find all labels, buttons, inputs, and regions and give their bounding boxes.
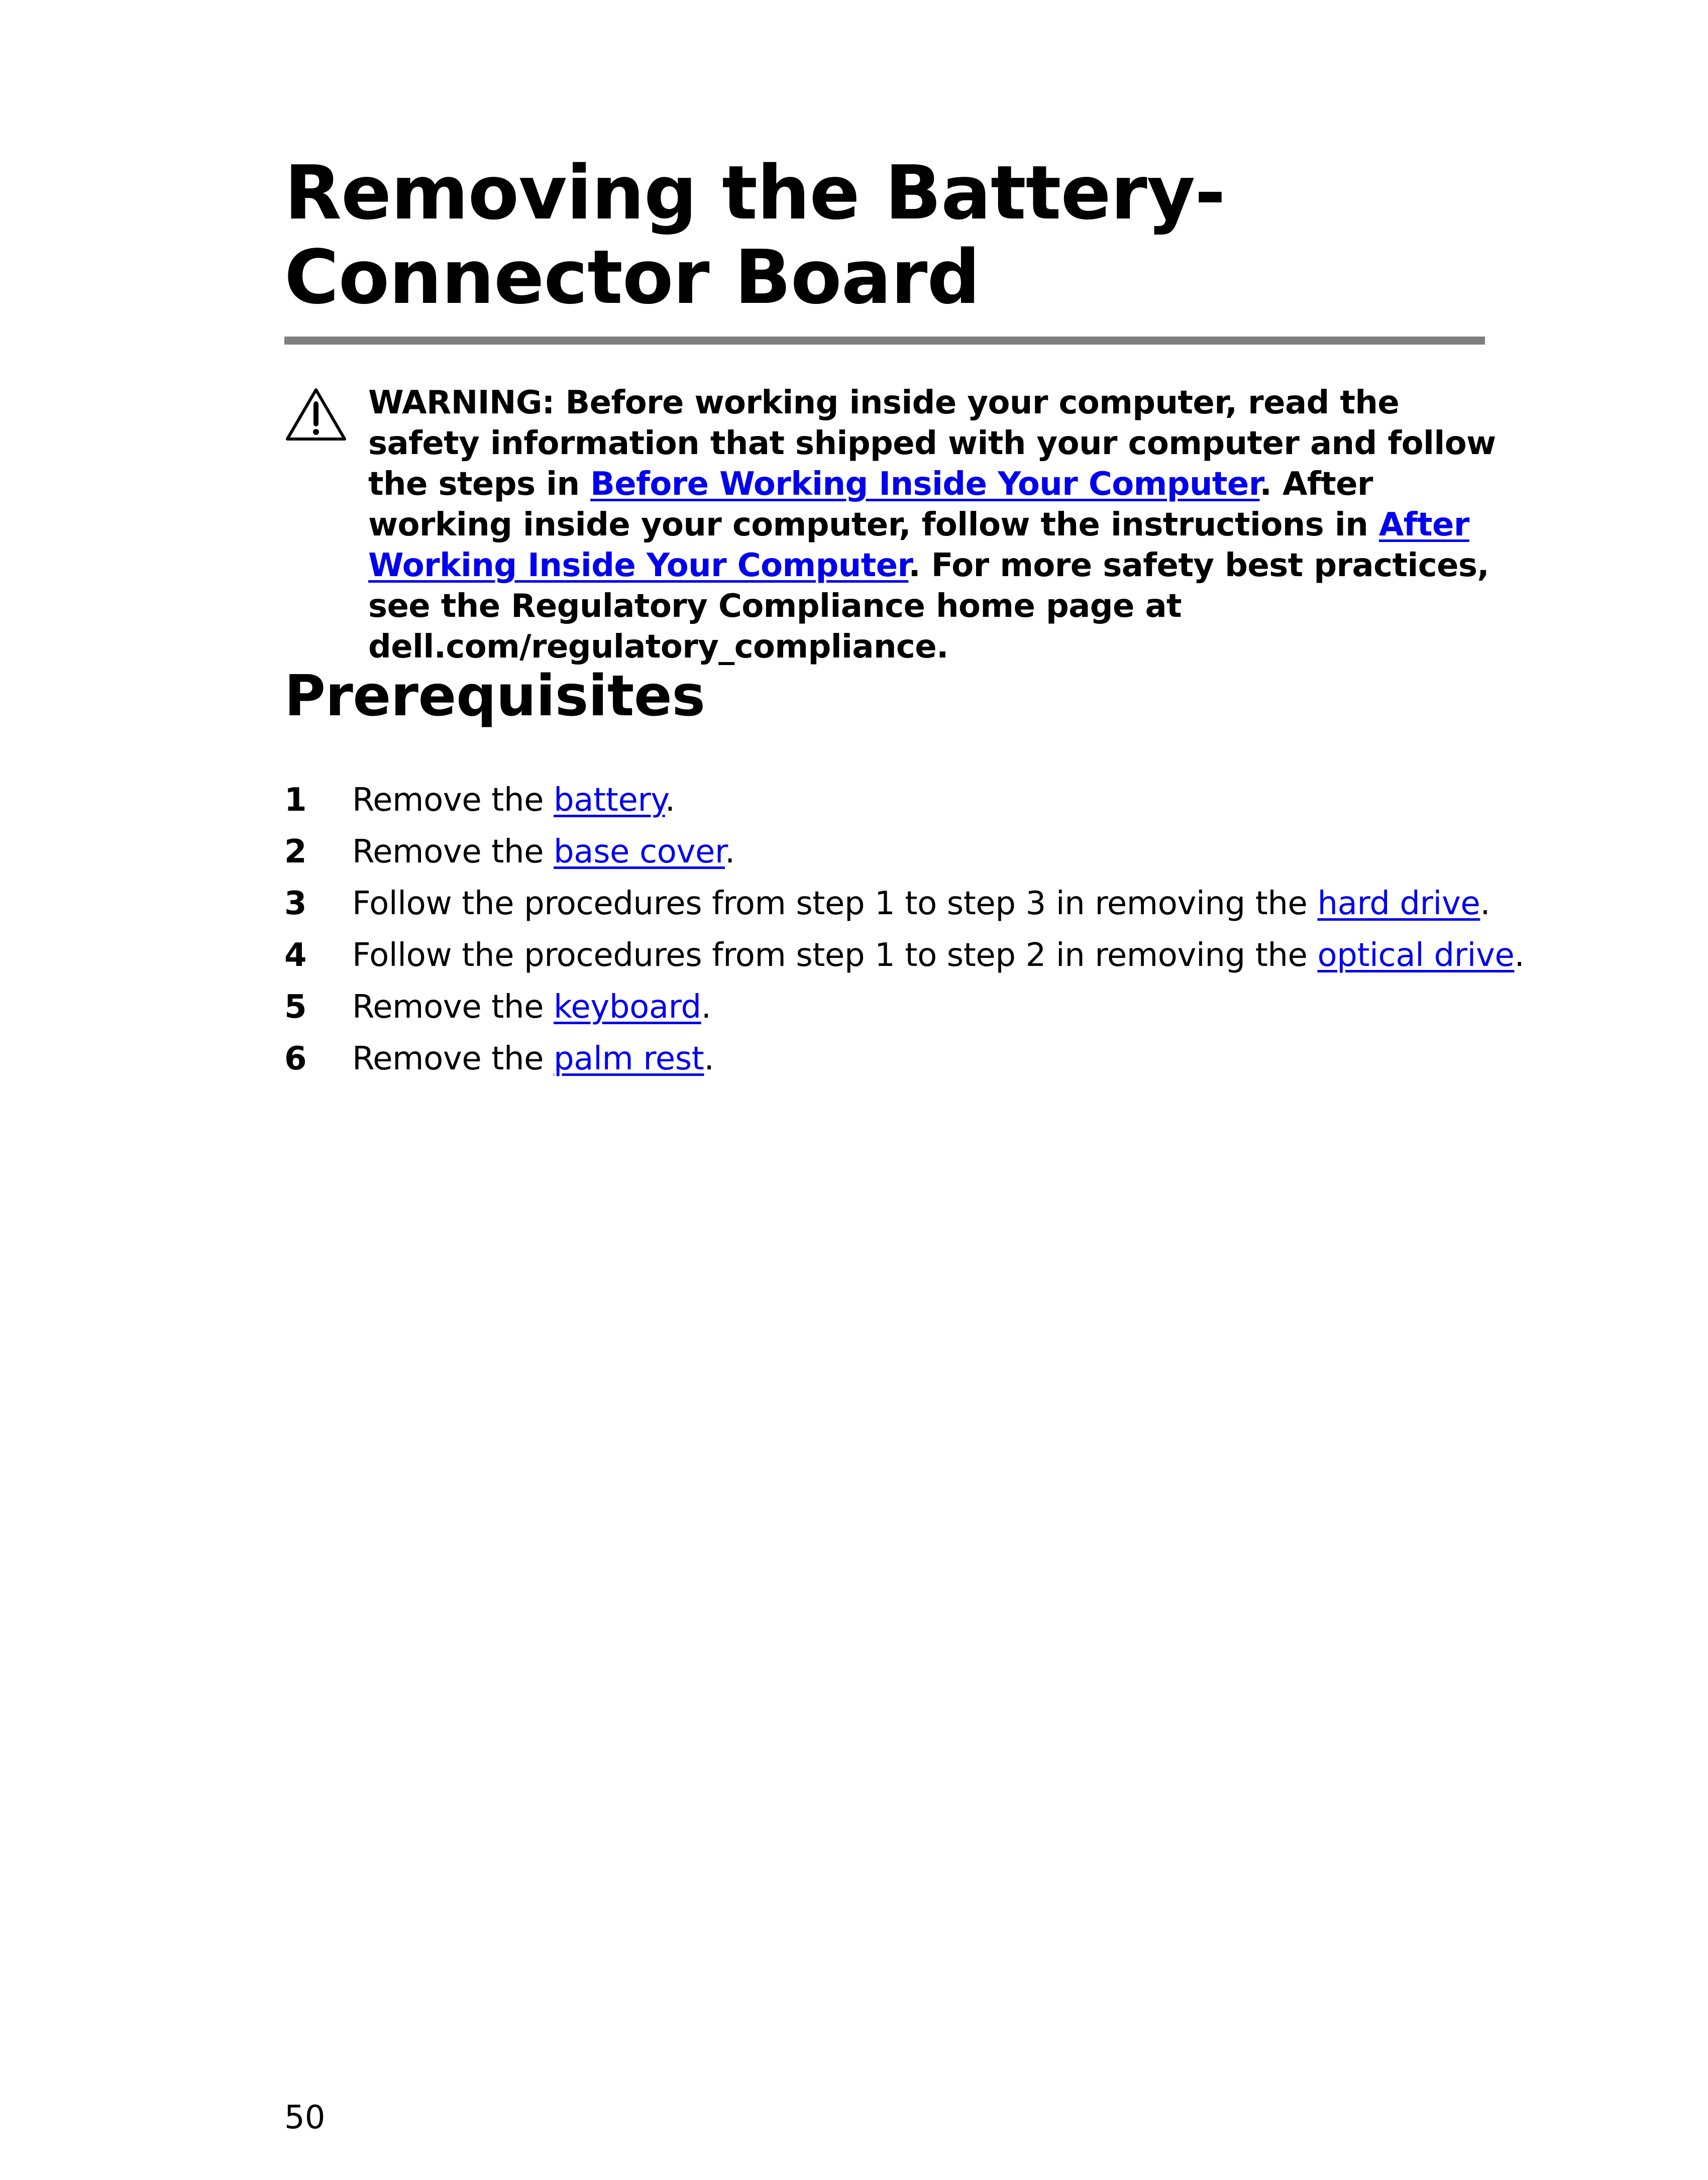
warning-notice — [368, 383, 1504, 668]
title-divider — [284, 337, 1485, 345]
step-number: 3 — [284, 885, 307, 922]
list-item — [284, 1033, 1500, 1085]
step-instruction: Remove the — [352, 833, 554, 870]
list-item — [284, 775, 1500, 826]
list-item — [284, 982, 1500, 1033]
step-suffix: . — [701, 989, 711, 1026]
base-cover-link[interactable]: base cover — [554, 833, 725, 870]
step-suffix: . — [704, 1040, 714, 1077]
step-number: 6 — [284, 1040, 307, 1077]
step-number: 1 — [284, 782, 307, 819]
battery-link[interactable]: battery — [554, 782, 665, 819]
step-suffix: . — [725, 833, 735, 870]
palm-rest-link[interactable]: palm rest — [554, 1040, 704, 1077]
list-item — [284, 930, 1525, 982]
before-working-inside-link[interactable]: Before Working Inside Your Computer — [590, 466, 1260, 503]
step-instruction: Remove the — [352, 989, 554, 1026]
prerequisites-list — [284, 775, 1525, 1085]
page-number: 50 — [284, 2099, 326, 2136]
step-instruction: Follow the procedures from step 1 to step 2 in removing the — [352, 937, 1318, 974]
keyboard-link[interactable]: keyboard — [554, 989, 701, 1026]
step-instruction: Follow the procedures from step 1 to step 3 in removing the — [352, 885, 1318, 922]
list-item — [284, 878, 1500, 930]
step-suffix: . — [665, 782, 675, 819]
step-number: 2 — [284, 833, 307, 870]
warning-text-part-3: . For more safety best practices, see the Regulatory Compliance home page at dell.com/regulatory_compliance. — [368, 547, 1489, 666]
warning-text-part-2: . After working inside your computer, follow the instructions in — [368, 466, 1379, 543]
step-instruction: Remove the — [352, 1040, 554, 1077]
step-text — [352, 982, 711, 1033]
step-text — [352, 1033, 714, 1085]
list-item — [284, 826, 1500, 878]
hard-drive-link[interactable]: hard drive — [1317, 885, 1480, 922]
step-text — [352, 930, 1524, 982]
step-text — [352, 826, 735, 878]
step-number: 5 — [284, 989, 307, 1026]
after-working-inside-link[interactable]: After Working Inside Your Computer — [368, 506, 1469, 584]
step-suffix: . — [1514, 937, 1525, 974]
optical-drive-link[interactable]: optical drive — [1317, 937, 1515, 974]
warning-text-part-1: Before working inside your computer, read the safety information that shipped with your computer and follow the steps in — [368, 384, 1496, 503]
prerequisites-heading: Prerequisites — [284, 664, 705, 729]
page-title: Removing the Battery-Connector Board — [284, 150, 1225, 320]
step-instruction: Remove the — [352, 782, 554, 819]
step-text — [352, 878, 1490, 930]
step-number: 4 — [284, 937, 307, 974]
step-suffix: . — [1480, 885, 1490, 922]
step-text — [352, 775, 675, 826]
warning-label: WARNING: — [368, 384, 555, 421]
warning-triangle-icon — [284, 387, 348, 443]
